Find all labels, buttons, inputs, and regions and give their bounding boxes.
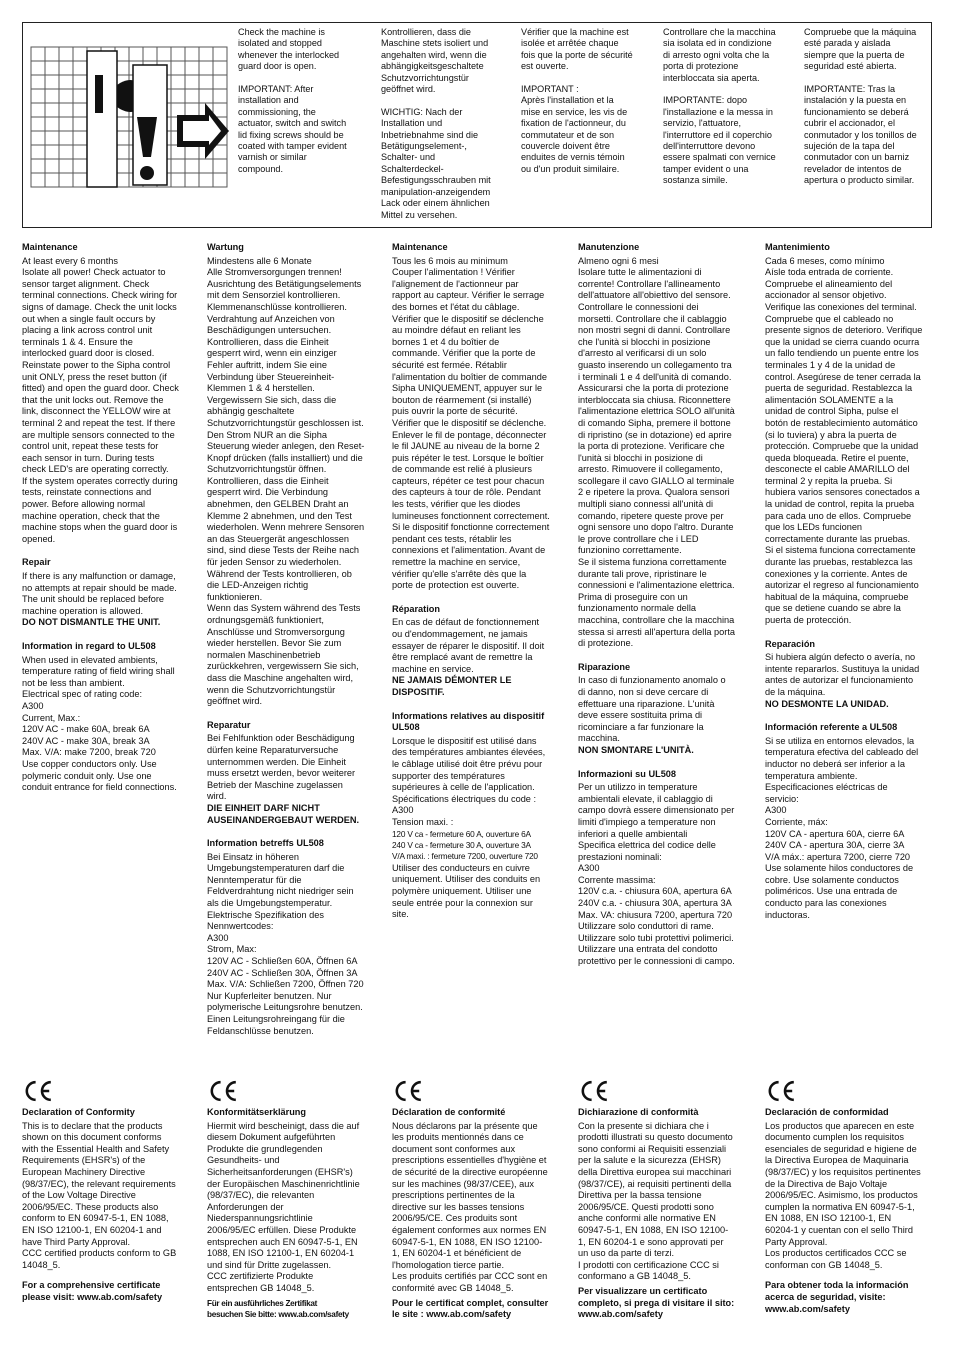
top-text-en: Check the machine is isolated and stopped whenever the interlocked guard door is open. IMPORTANT: After installation and commissioning, the actuator, switch and switch lid fixing screws should be coated with tamper evident varnish or similar compound. [238, 27, 347, 174]
ul508-ratings: 120 V ca - fermeture 60 A, ouverture 6A 240 V ca - fermeture 30 A, ouverture 3A V/A maxi. : fermeture 7200, ouverture 720 [392, 828, 538, 862]
certificate-link-text: Pour le certificat complet, consulter le site : www.ab.com/safety [392, 1297, 549, 1320]
ce-mark-icon [765, 1078, 797, 1104]
ce-declaration-it [578, 1078, 750, 1321]
ce-mark-icon [207, 1078, 239, 1104]
conformity-heading: Declaration of Conformity [22, 1107, 135, 1117]
certificate-link-text: Für ein ausführliches Zertifikat besuchen Sie bitte: www.ab.com/safety [207, 1298, 349, 1319]
column-fr [392, 242, 564, 921]
maintenance-text: Tous les 6 mois au minimum Couper l'alimentation ! Vérifier l'alignement de l'actionneur par rapport au capteur. Vérifier le serrage des bornes et l'état du câblage. Vérifier que le dispositif se déclenche au moindre défaut en reliant les bornes 1 et 4 du boîtier de commande. Vérifier que la porte de sécurité est fermée. Rétablir l'alimentation du boîtier de commande Sipha UNIQUEMENT, appuyer sur le bouton de réarmement (si installé) puis ouvrir la porte de sécurité. Vérifier que le dispositif se déclenche. Enlever le fil de pontage, déconnecter le fil JAUNE au niveau de la borne 2 puis répéter le test. Lorsque le boîtier de commande est relié à plusieurs capteurs, répéter ce test pour chacun des capteurs à tour de rôle. Pendant les tests, vérifier que les diodes lumineuses fonctionnent correctement. Si le dispositif fonctionne correctement pendant ces tests, rétablir les connexions et l'alimentation. Avant de remettre la machine en service, vérifier qu'elle s'arrête dès que la porte de protection est ouverte. [392, 255, 550, 591]
ce-declaration-de [207, 1078, 379, 1320]
maintenance-heading: Maintenance [392, 242, 448, 252]
conformity-text: Nous déclarons par la présente que les produits mentionnés dans ce document sont conformes aux prescriptions essentielles d'hygiène et de sécurité de la directive européenne sur les machines (98/37/CEE), aux prescriptions pertinentes de la directive sur les basses tensions 2006/95/CE. Ces produits sont également conformes aux normes EN 60947-5-1, EN 1088, EN ISO 12100- 1, EN 60204-1 et bénéficient de l'homologation tierce partie. Les produits certifiés par CCC sont en conformité avec GB 14048_5. [392, 1120, 548, 1293]
conformity-heading: Declaración de conformidad [765, 1107, 889, 1117]
ul508-heading: Information betreffs UL508 [207, 838, 324, 849]
maintenance-text: Almeno ogni 6 mesi Isolare tutte le alimentazioni di corrente! Controllare l'allineamento dell'attuatore all'obiettivo del sensore. Controllare le connessioni dei morsetti. Controllare che il cablaggio non mostri segni di danni. Controllare che l'unità si blocchi in posizione d'arresto al verificarsi di un solo guasto inserendo un collegamento tra i terminali 1 e 4 dell'unità di comando. Assicurarsi che la porta di protezione interbloccata sia chiusa. Riconnettere l'alimentazione elettrica SOLO all'unità di comando Sipha, premere il bottone di ripristino (se in dotazione) ed aprire la porta di protezione. Verificare che l'unità si blocchi in posizione di arresto. Rimuovere il collegamento, scollegare il cavo GIALLO al terminale 2 e ripetere la prova. Qualora sensori multipli siano connessi all'unità di comando, ripetere queste prove per ogni sensore uno dopo l'altro. Durante le prove controllare che i LED funzionino correttamente. Se il sistema funziona correttamente durante tali prove, ripristinare le connessioni e l'alimentazione elettrica. Prima di proseguire con un funzionamento normale della macchina, controllare che la macchina stessa si arresti all'apertura della porta di protezione. [578, 255, 735, 649]
column-en [22, 242, 194, 794]
guard-door-warning-icon [29, 45, 249, 191]
ce-mark-icon [22, 1078, 54, 1104]
repair-warning: NON SMONTARE L'UNITÀ. [578, 744, 694, 755]
maintenance-heading: Mantenimiento [765, 242, 830, 252]
maintenance-heading: Maintenance [22, 242, 78, 252]
conformity-text: This is to declare that the products shown on this document conforms with the Essential Health and Safety Requirements (EHSR's) of the European Machinery Directive (98/37/EC), the relevant requirements of the Low Voltage Directive 2006/95/EC. These products also conform to EN 60947-5-1, EN 1088, EN ISO 12100-1, EN 60204-1 and have Third Party Approval. CCC certified products conform to GB 14048_5. [22, 1120, 177, 1270]
repair-warning: DO NOT DISMANTLE THE UNIT. [22, 617, 161, 628]
column-de [207, 242, 379, 1037]
top-text-de: Kontrollieren, dass die Maschine stets isoliert und angehalten wird, wenn die abhängigkeitsgeschaltete Schutzvorrichtungstür geöffnet wird. WICHTIG: Nach der Installation und Inbetriebnahme sind die Betätigungselement-, Schalter- und Schalterdeckel- Befestigungsschrauben mit manipulation-anzeigendem Lack oder einem ähnlichen Mittel zu versehen. [381, 27, 491, 220]
ul508-heading: Informazioni su UL508 [578, 768, 677, 779]
conformity-text: Con la presente si dichiara che i prodotti illustrati su questo documento sono conformi ai Requisiti essenziali per la salute e la sicurezza (EHSR) della Direttiva europea sui macchinari (98/37/CE), ai requisiti pertinenti della Direttiva per la bassa tensione 2006/95/CE. Questi prodotti sono anche conformi alle normative EN 60947-5-1, EN 1088, EN ISO 12100- 1, EN 60204-1 e sono approvati per un uso da parte di terzi. I prodotti con certificazione CCC si conformano a GB 14048_5. [578, 1120, 733, 1282]
top-text-it: Controllare che la macchina sia isolata ed in condizione di arresto ogni volta che la porta di protezione interbloccata sia aperta. IMPORTANTE: dopo l'installazione e la messa in servizio, l'attuatore, l'interruttore ed il coperchio dell'interruttore devono essere spalmati con vernice tamper evident o una sostanza simile. [663, 27, 776, 186]
repair-heading: Reparación [765, 638, 816, 649]
maintenance-text: Cada 6 meses, como mínimo Aísle toda entrada de corriente. Compruebe el alineamiento del accionador al sensor objetivo. Verifique las conexiones del terminal. Compruebe que el cableado no presente signos de deterioro. Verifique que la unidad se cierra cuando ocurra un fallo tendiendo un puente entre los terminales 1 y 4 de la unidad de control. Asegúrese de tener cerrada la puerta de seguridad. Restablezca la alimentación SOLAMENTE a la unidad de control Sipha, pulse el botón de restablecimiento automático (si lo tuviera) y abra la puerta de protección. Compruebe que la unidad queda bloqueada. Retire el puente, desconecte el cable AMARILLO del terminal 2 y repita la prueba. Si hubiera varios sensores conectados a la unidad de control, repita la prueba para cada uno de ellos. Compruebe que los LEDs funcionen correctamente durante las pruebas. Si el sistema funciona correctamente durante las pruebas, restablezca las conexiones y la corriente. Antes de autorizar el regreso al funcionamiento habitual de la máquina, compruebe que se detiene cuando se abre la puerta de protección. [765, 255, 923, 625]
ul508-heading: Information in regard to UL508 [22, 641, 156, 651]
ul508-text: Bei Einsatz in höheren Umgebungstemperaturen darf die Nenntemperatur für die Feldverdrahtung nicht niedriger sein als die Umgebungstemperatur. Elektrische Spezifikation des Nennwertcodes: A300 Strom, Max: 120V AC - Schließen 60A, Öffnen 6A 240V AC - Schließen 30A, Öffnen 3A Max. V/A: Schließen 7200, Öffnen 720 Nur Kupferleiter benutzen. Nur polymerische Leitungsrohre benutzen. Einen Leitungsrohreingang für die Feldanschlüsse benutzen. [207, 851, 364, 1036]
ul508-text: When used in elevated ambients, temperature rating of field wiring shall not be less than ambient. Electrical spec of rating code: A300 Current, Max.: 120V AC - make 60A, break 6A 240V AC - make 30A, break 3A Max. V/A: make 7200, break 720 Use copper conductors only. Use polymeric conduit only. Use one conduit entrance for field connections. [22, 654, 177, 793]
ce-mark-icon [578, 1078, 610, 1104]
repair-heading: Riparazione [578, 661, 631, 672]
repair-warning: NO DESMONTE LA UNIDAD. [765, 698, 889, 709]
maintenance-text: Mindestens alle 6 Monate Alle Stromversorgungen trennen! Ausrichtung des Betätigungselements mit dem Sensorziel kontrollieren. Klemmenanschlüsse kontrollieren. Verdrahtung auf Anzeichen von Beschädigungen untersuchen. Kontrollieren, dass die Einheit gesperrt wird, wenn ein einziger Fehler auftritt, indem Sie eine Verbindung über Steuereinheit- Klemmen 1 & 4 herstellen. Vergewissern Sie sich, dass die abhängig geschaltete Schutzvorrichtungstür geschlossen ist. Den Strom NUR an die Sipha Steuerung wieder anlegen, den Reset- Knopf drücken (falls installiert) und die Schutzvorrichtungstür öffnen. Kontrollieren, dass die Einheit gesperrt wird. Die Verbindung abnehmen, den GELBEN Draht an Klemme 2 abnehmen, und den Test wiederholen. Wenn mehrere Sensoren an das Steuergerät angeschlossen sind, sind diese Tests der Reihe nach für jeden Sensor zu wiederholen. Während der Tests kontrollieren, ob die LED-Anzeigen richtig funktionieren. Wenn das System während des Tests ordnungsgemäß funktioniert, Anschlüsse und Stromversorgung wieder herstellen. Bevor Sie zum normalen Maschinenbetrieb zurückkehren, vergewissern Sie sich, dass die Maschine angehalten wird, wenn die Schutzvorrichtungstür geöffnet wird. [207, 255, 365, 707]
repair-text: If there is any malfunction or damage, no attempts at repair should be made. The unit should be replaced before machine operation is allowed. [22, 571, 177, 616]
certificate-link-text: Para obtener toda la información acerca de seguridad, visite: www.ab.com/safety [765, 1280, 909, 1314]
repair-text: Si hubiera algún defecto o avería, no intente repararlos. Sustituya la unidad antes de autorizar el funcionamiento de la máquina. [765, 652, 920, 697]
repair-warning: DIE EINHEIT DARF NICHT AUSEINANDERGEBAUT WERDEN. [207, 802, 360, 825]
conformity-heading: Konformitätserklärung [207, 1107, 307, 1117]
column-es [765, 242, 937, 921]
ce-declaration-es [765, 1078, 937, 1315]
repair-heading: Repair [22, 557, 51, 568]
repair-text: En cas de défaut de fonctionnement ou d'endommagement, ne jamais essayer de réparer le dispositif. Il doit être remplacé avant de remettre la machine en service. [392, 617, 545, 674]
maintenance-text: At least every 6 months Isolate all power! Check actuator to sensor target alignment. Check terminal connections. Check wiring for signs of damage. Check the unit locks out when a single fault occurs by placing a link across control unit terminals 1 & 4. Ensure the interlocked guard door is closed. Reinstate power to the Sipha control unit ONLY, press the reset button (if fitted) and open the guard door. Check that the unit locks out. Remove the link, disconnect the YELLOW wire at terminal 2 and repeat the test. If there are multiple sensors connected to the control unit, repeat these tests for each sensor in turn. During tests check LED's are operating correctly. If the system operates correctly during tests, reinstate connections and power. Before allowing normal machine operation, check that the machine stops when the guard door is opened. [22, 255, 179, 544]
repair-warning: NE JAMAIS DÉMONTER LE DISPOSITIF. [392, 675, 512, 697]
certificate-link-text: Per visualizzare un certificato completo, si prega di visitare il sito: www.ab.com/safety [578, 1285, 735, 1320]
ce-declaration-en [22, 1078, 194, 1304]
ul508-text: Lorsque le dispositif est utilisé dans des températures ambiantes élevées, le câblage utilisé doit être prévu pour supporter des températures supérieures à celle de l'application. Spécifications électriques du code : A300 Tension maxi. : [392, 735, 546, 827]
certificate-link-text: For a comprehensive certificate please visit: www.ab.com/safety [22, 1280, 163, 1302]
ul508-text-2: Utiliser des conducteurs en cuivre uniquement. Utiliser des conduits en polymère uniquement. Utiliser une seule entrée pour la connexion sur site. [392, 862, 541, 920]
conformity-heading: Dichiarazione di conformità [578, 1107, 699, 1117]
ul508-text: Si se utiliza en entornos elevados, la temperatura efectiva del cableado del inductor no deberá ser inferior a la temperatura ambiente. Especificaciones eléctricas de servicio: A300 Corriente, máx: 120V CA - apertura 60A, cierre 6A 240V CA - apertura 30A, cierre 3A V/A máx.: apertura 7200, cierre 720 Use solamente hilos conductores de cobre. Use solamente conductos poliméricos. Use una entrada de conducto para las conexiones inductoras. [765, 735, 919, 920]
top-text-fr: Vérifier que la machine est isolée et arrêtée chaque fois que la porte de sécurité est ouverte. IMPORTANT : Après l'installation et la mise en service, les vis de fixation de l'actionneur, du commutateur et de son couvercle doivent être enduites de vernis témoin ou d'un produit similaire. [521, 27, 633, 174]
repair-heading: Réparation [392, 603, 440, 614]
maintenance-heading: Manutenzione [578, 242, 640, 252]
column-it [578, 242, 750, 968]
conformity-text: Hiermit wird bescheinigt, dass die auf diesem Dokument aufgeführten Produkte die grundlegenden Gesundheits- und Sicherheitsanforderungen (EHSR's) der Europäischen Maschinenrichtlinie (98/37/EC), die relevanten Anforderungen der Niederspannungsrichtlinie 2006/95/EC erfüllen. Diese Produkte entsprechen auch EN 60947-5-1, EN 1088, EN ISO 12100-1, EN 60204-1 und sind für Dritte zugelassen. CCC zertifizierte Produkte entsprechen GB 14048_5. [207, 1120, 360, 1293]
repair-heading: Reparatur [207, 719, 251, 730]
repair-text: In caso di funzionamento anomalo o di danno, non si deve cercare di effettuare una riparazione. L'unità deve essere sostituita prima di ricominciare a far funzionare la macchina. [578, 675, 726, 744]
ce-declaration-fr [392, 1078, 564, 1321]
ul508-heading: Informations relatives au dispositif UL508 [392, 710, 545, 733]
ul508-text: Per un utilizzo in temperature ambientali elevate, il cablaggio di campo dovrà essere dimensionato per limiti d'impiego a temperature non inferiori a quelle ambientali Specifica elettrica del codice delle prestazioni nominali: A300 Corrente massima: 120V c.a. - chiusura 60A, apertura 6A 240V c.a. - chiusura 30A, apertura 3A Max. VA: chiusura 7200, apertura 720 Utilizzare solo conduttori di rame. Utilizzare solo tubi protettivi polimerici. Utilizzare una entrata del condotto protettivo per le connessioni di campo. [578, 782, 735, 967]
repair-text: Bei Fehlfunktion oder Beschädigung dürfen keine Reparaturversuche unternommen werden. Die Einheit muss ersetzt werden, bevor weiterer Betrieb der Maschine zugelassen wird. [207, 733, 356, 802]
warning-box [22, 22, 932, 228]
maintenance-heading: Wartung [207, 242, 244, 252]
conformity-text: Los productos que aparecen en este documento cumplen los requisitos esenciales de seguridad e higiene de la Directiva Europea de Maquinaria (98/37/EC) y los requisitos pertinentes de la Directiva de Bajo Voltaje 2006/95/EC. Asimismo, los productos cumplen la normativa EN 60947-5-1, EN 1088, EN ISO 12100-1, EN 60204-1 y cuentan con el sello Third Party Approval. Los productos certificados CCC se conforman con GB 14048_5. [765, 1120, 921, 1270]
ul508-heading: Información referente a UL508 [765, 722, 898, 733]
conformity-heading: Déclaration de conformité [392, 1107, 506, 1117]
ce-mark-icon [392, 1078, 424, 1104]
top-text-es: Compruebe que la máquina esté parada y aislada siempre que la puerta de seguridad esté abierta. IMPORTANTE: Tras la instalación y la puesta en funcionamiento se deberá cubrir el accionador, el conmutador y los tonillos de sujeción de la tapa del conmutador con un barniz revelador de intentos de apertura o producto similar. [804, 27, 917, 186]
